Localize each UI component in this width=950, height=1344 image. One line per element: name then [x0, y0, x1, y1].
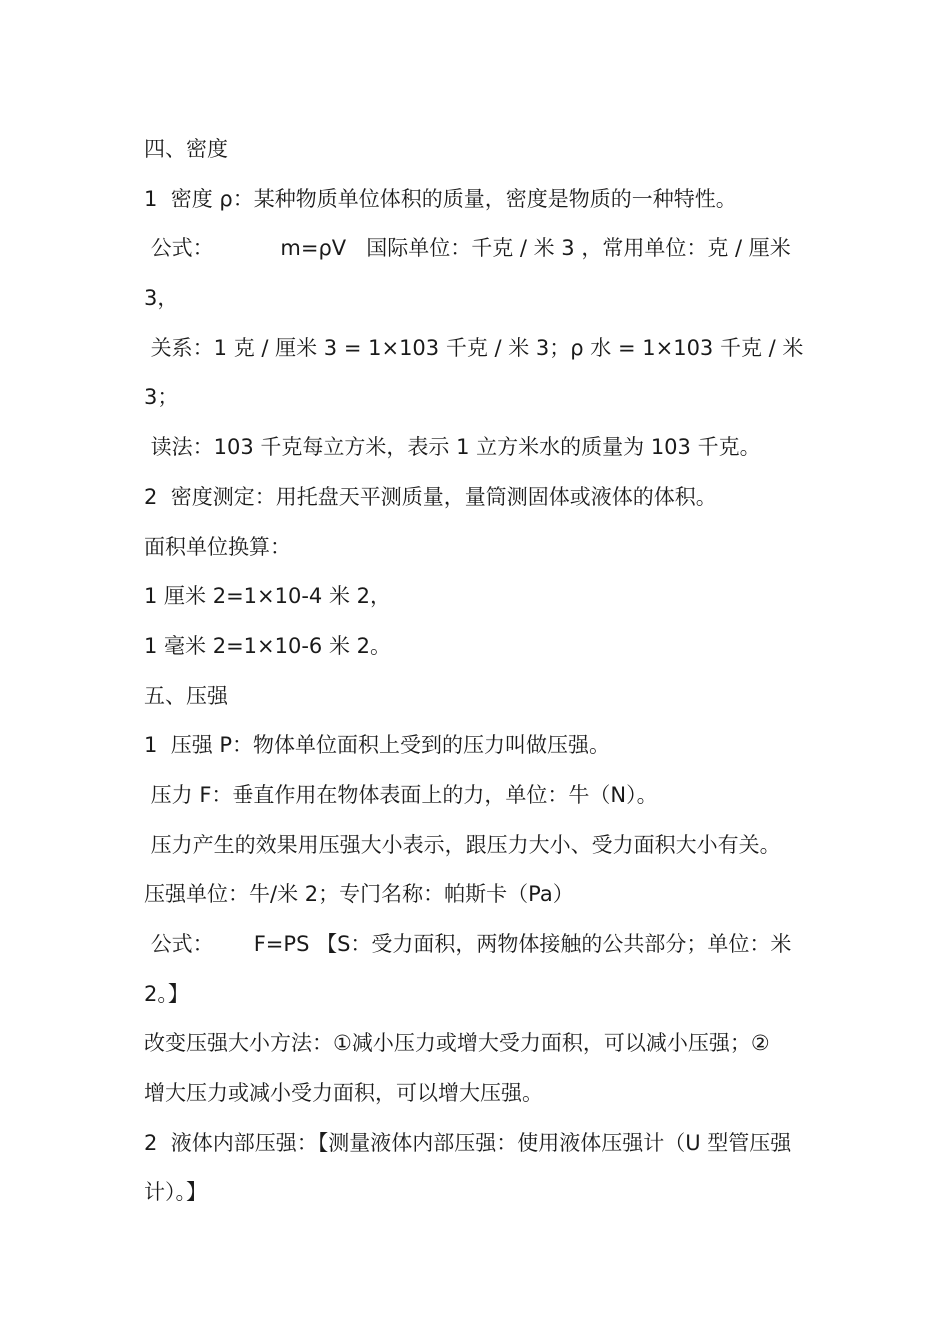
density-definition: 1 密度 ρ：某种物质单位体积的质量，密度是物质的一种特性。: [144, 186, 737, 211]
density-formula-cont: 3，: [144, 286, 179, 311]
density-measurement: 2 密度测定：用托盘天平测质量，量筒测固体或液体的体积。: [144, 484, 717, 509]
section-heading-density: 四、密度: [144, 137, 228, 161]
document-body: [144, 125, 810, 1218]
force-definition: 压力 F：垂直作用在物体表面上的力，单位：牛（N）。: [144, 782, 658, 807]
area-conversion-cm: 1 厘米 2=1×10-4 米 2，: [144, 584, 391, 609]
density-formula: 公式： m=ρV 国际单位：千克 / 米 3 ，常用单位：克 / 厘米: [144, 236, 791, 261]
pressure-formula: 公式： F=PS 【S：受力面积，两物体接触的公共部分；单位：米: [144, 932, 792, 956]
liquid-pressure-cont: 计）。】: [144, 1180, 207, 1205]
pressure-formula-cont: 2。】: [144, 981, 189, 1006]
section-heading-pressure: 五、压强: [144, 683, 228, 708]
pressure-effect: 压力产生的效果用压强大小表示，跟压力大小、受力面积大小有关。: [144, 832, 781, 857]
area-conversion-mm: 1 毫米 2=1×10-6 米 2。: [144, 633, 391, 658]
area-conversion-heading: 面积单位换算：: [144, 534, 291, 559]
density-relation: 关系：1 克 / 厘米 3 = 1×103 千克 / 米 3；ρ 水 = 1×103 千克 / 米: [144, 335, 804, 360]
pressure-change-methods-cont: 增大压力或减小受力面积，可以增大压强。: [144, 1081, 543, 1106]
density-reading: 读法：103 千克每立方米，表示 1 立方米水的质量为 103 千克。: [144, 435, 761, 460]
liquid-pressure: 2 液体内部压强：【测量液体内部压强：使用液体压强计（U 型管压强: [144, 1130, 792, 1155]
pressure-definition: 1 压强 P：物体单位面积上受到的压力叫做压强。: [144, 733, 611, 758]
pressure-change-methods: 改变压强大小方法：①减小压力或增大受力面积，可以减小压强；②: [144, 1031, 770, 1056]
density-relation-cont: 3；: [144, 385, 179, 410]
pressure-unit: 压强单位：牛/米 2；专门名称：帕斯卡（Pa）: [144, 882, 574, 907]
